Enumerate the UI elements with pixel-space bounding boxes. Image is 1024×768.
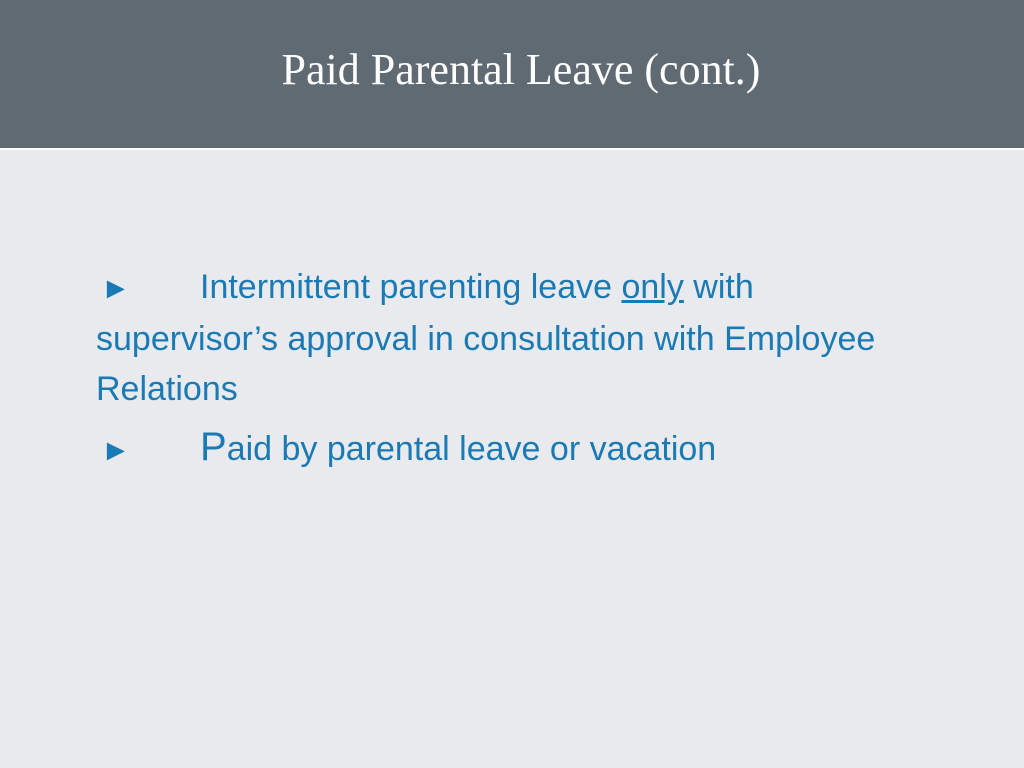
slide-title: Paid Parental Leave (cont.) bbox=[281, 45, 761, 94]
underlined-emphasis: only bbox=[621, 268, 684, 306]
bullet-first-letter: P bbox=[200, 425, 227, 469]
bullet-item-paid-by bbox=[96, 422, 886, 476]
arrow-bullet-icon: ► bbox=[101, 272, 131, 305]
bullet-text: Intermittent parenting leave bbox=[200, 268, 622, 306]
bullet-text: aid by parental leave or vacation bbox=[226, 430, 717, 468]
bullet-text-continued: with supervisor’s approval in consultation with Employee Relations bbox=[96, 268, 876, 408]
bullet-item-intermittent-leave bbox=[96, 262, 886, 414]
title-bar bbox=[0, 0, 1024, 150]
arrow-bullet-icon: ► bbox=[101, 434, 131, 467]
bullet-list bbox=[96, 262, 886, 484]
